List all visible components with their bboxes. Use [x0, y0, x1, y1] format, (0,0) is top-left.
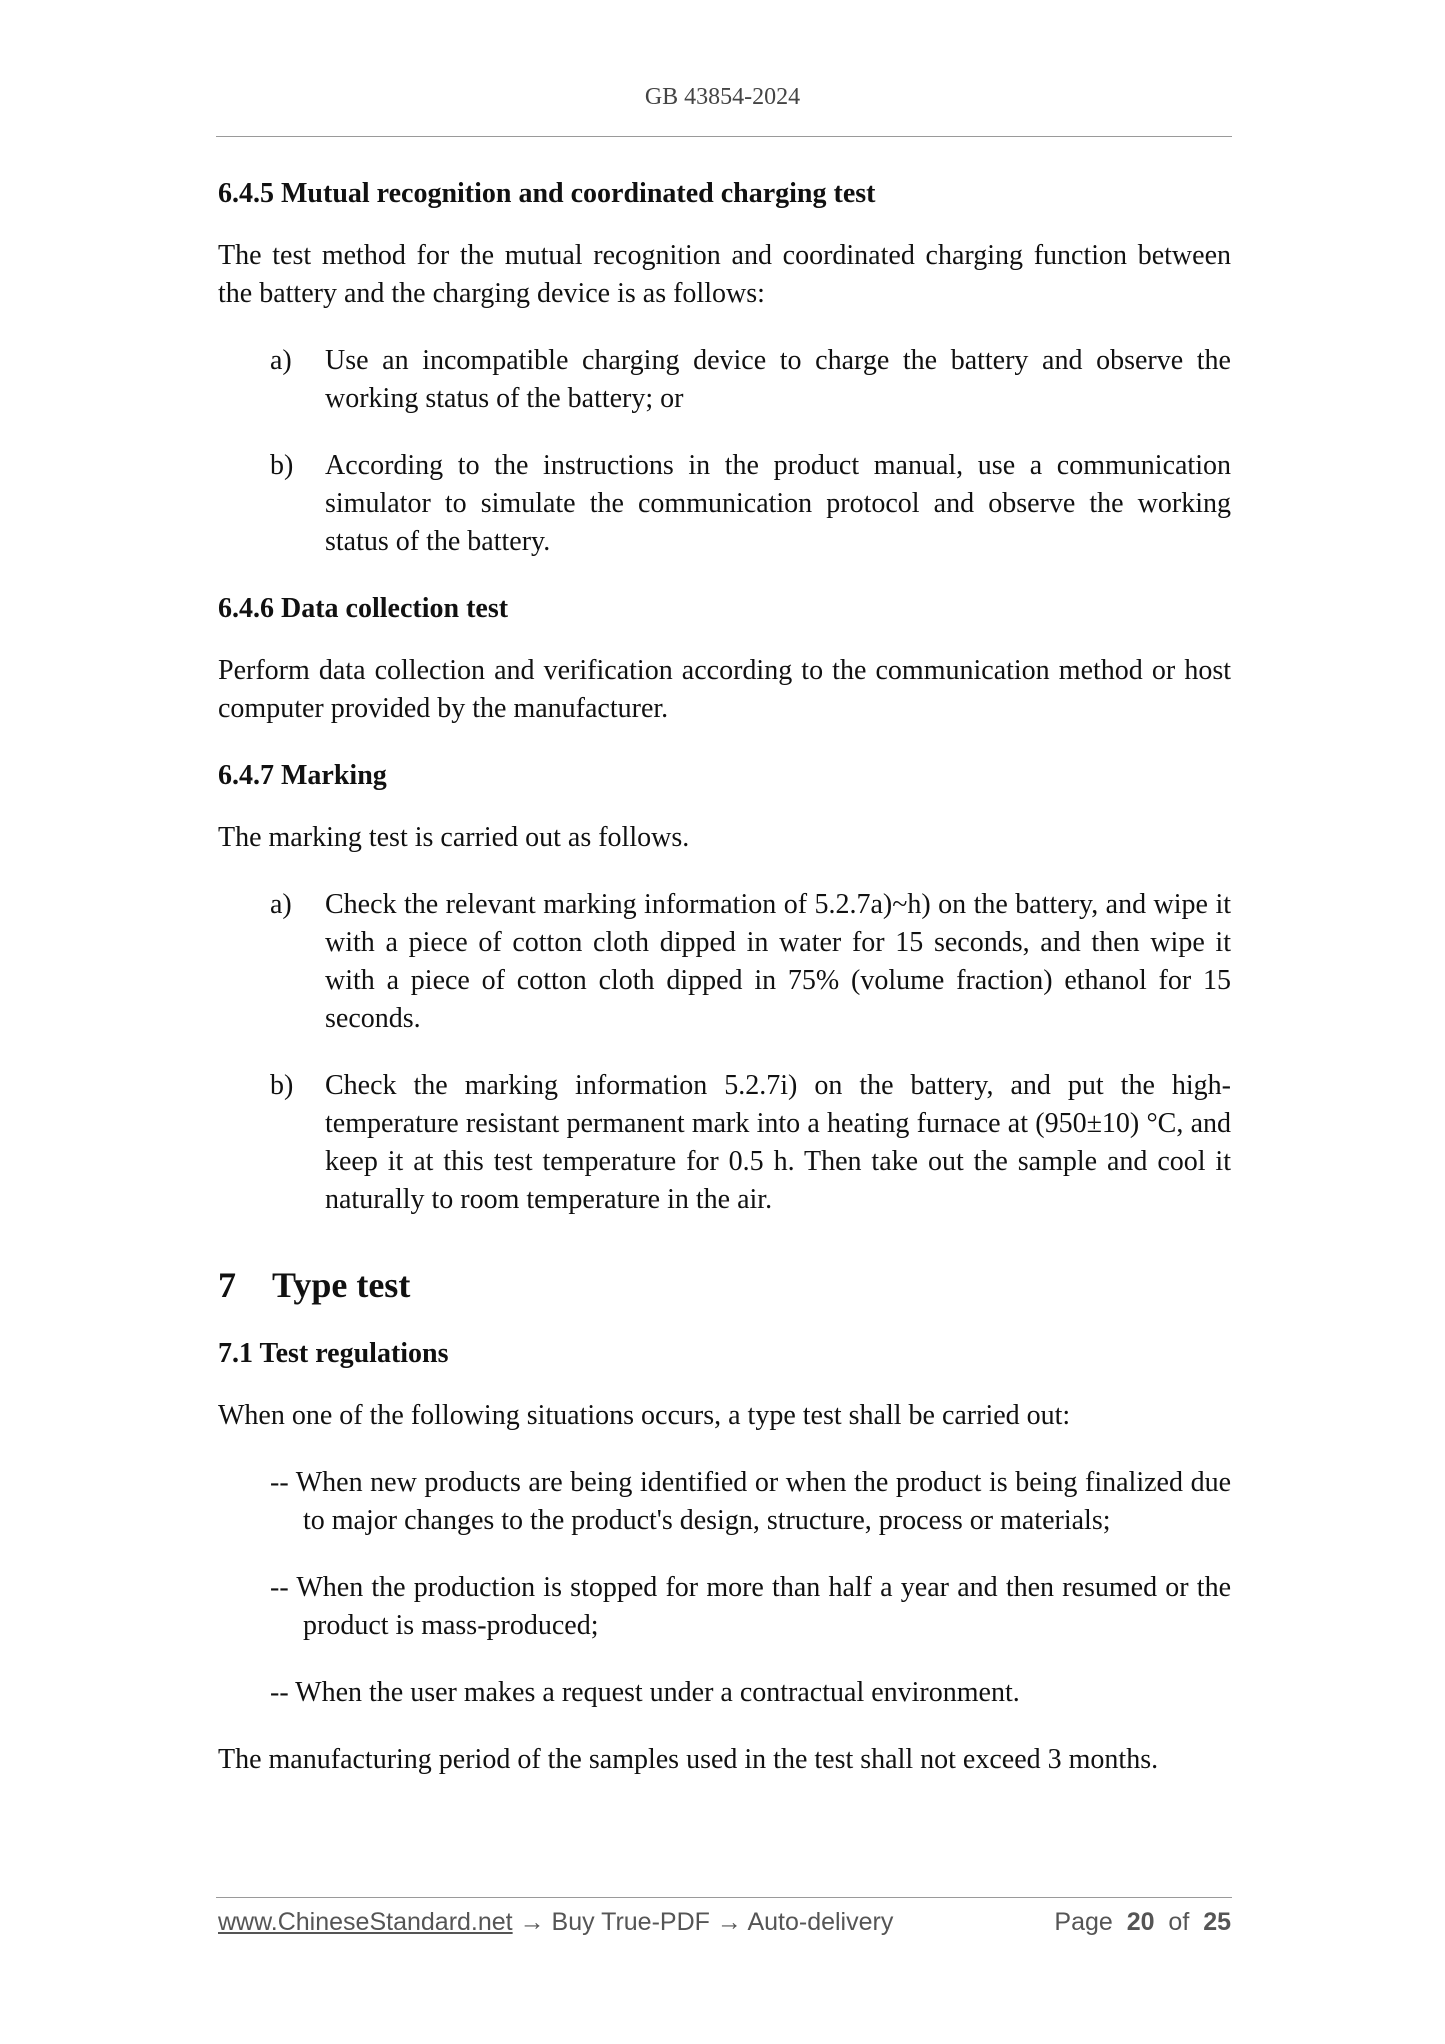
buy-true-pdf-text: Buy True-PDF: [551, 1908, 710, 1936]
page-total: 25: [1203, 1908, 1231, 1936]
list-item-label: b): [270, 450, 294, 481]
page-footer: [218, 1908, 1231, 1944]
dash-list-item: -- When the user makes a request under a contractual environment.: [270, 1677, 1020, 1708]
list-item: [218, 1067, 1231, 1219]
list-item-label: a): [270, 889, 292, 920]
footer-rule: [216, 1897, 1232, 1898]
section-6-4-6-text: Perform data collection and verification according to the communication method or host computer provided by the manufacturer.: [218, 655, 1231, 724]
page-content: [218, 175, 1231, 1808]
section-6-4-5-heading: 6.4.5 Mutual recognition and coordinated charging test: [218, 178, 876, 209]
list-item-label: b): [270, 1070, 294, 1101]
dash-list-item: -- When the production is stopped for more than half a year and then resumed or the product is mass-produced;: [270, 1572, 1231, 1641]
page-of-label: of: [1168, 1908, 1190, 1936]
header-rule: [216, 136, 1232, 137]
dash-list-item: -- When new products are being identified or when the product is being finalized due to major changes to the product's design, structure, process or materials;: [270, 1467, 1231, 1536]
section-6-4-7-heading: 6.4.7 Marking: [218, 760, 387, 791]
section-7-title: Type test: [272, 1265, 411, 1305]
list-item-text: Check the relevant marking information of 5.2.7a)~h) on the battery, and wipe it with a piece of cotton cloth dipped in water for 15 seconds, and then wipe it with a piece of cotton cloth dipped in 75% (volume fraction) ethanol for 15 seconds.: [325, 889, 1231, 1034]
header-doc-id: GB 43854-2024: [644, 84, 801, 110]
section-7-1-heading: 7.1 Test regulations: [218, 1338, 449, 1369]
section-6-4-5-intro: The test method for the mutual recognition and coordinated charging function between the battery and the charging device is as follows:: [218, 240, 1231, 309]
section-7-heading: [218, 1263, 1231, 1307]
section-6-4-6-heading: 6.4.6 Data collection test: [218, 593, 509, 624]
list-item-text: According to the instructions in the product manual, use a communication simulator to simulate the communication protocol and observe the working status of the battery.: [325, 450, 1231, 557]
list-item-label: a): [270, 345, 292, 376]
list-item: [218, 886, 1231, 1038]
arrow-icon: →: [519, 1908, 545, 1936]
page-current: 20: [1126, 1908, 1155, 1936]
list-item-text: Use an incompatible charging device to charge the battery and observe the working status of the battery; or: [325, 345, 1231, 414]
auto-delivery-text: Auto-delivery: [747, 1908, 894, 1936]
list-item: [218, 447, 1231, 561]
section-7-1-closing: The manufacturing period of the samples used in the test shall not exceed 3 months.: [218, 1744, 1159, 1775]
list-item: [218, 342, 1231, 418]
arrow-icon: →: [716, 1908, 742, 1936]
list-item-text: Check the marking information 5.2.7i) on the battery, and put the high-temperature resistant permanent mark into a heating furnace at (950±10) °C, and keep it at this test temperature for 0.5 h. Then take out the sample and cool it naturally to room temperature in the air.: [325, 1070, 1231, 1215]
page-label: Page: [1054, 1908, 1113, 1936]
footer-left: [218, 1908, 893, 1937]
section-6-4-7-intro: The marking test is carried out as follows.: [218, 822, 690, 853]
section-7-number: 7: [218, 1265, 236, 1305]
site-link[interactable]: www.ChineseStandard.net: [218, 1908, 513, 1936]
section-7-1-intro: When one of the following situations occurs, a type test shall be carried out:: [218, 1400, 1071, 1431]
page-number: [1054, 1908, 1231, 1937]
